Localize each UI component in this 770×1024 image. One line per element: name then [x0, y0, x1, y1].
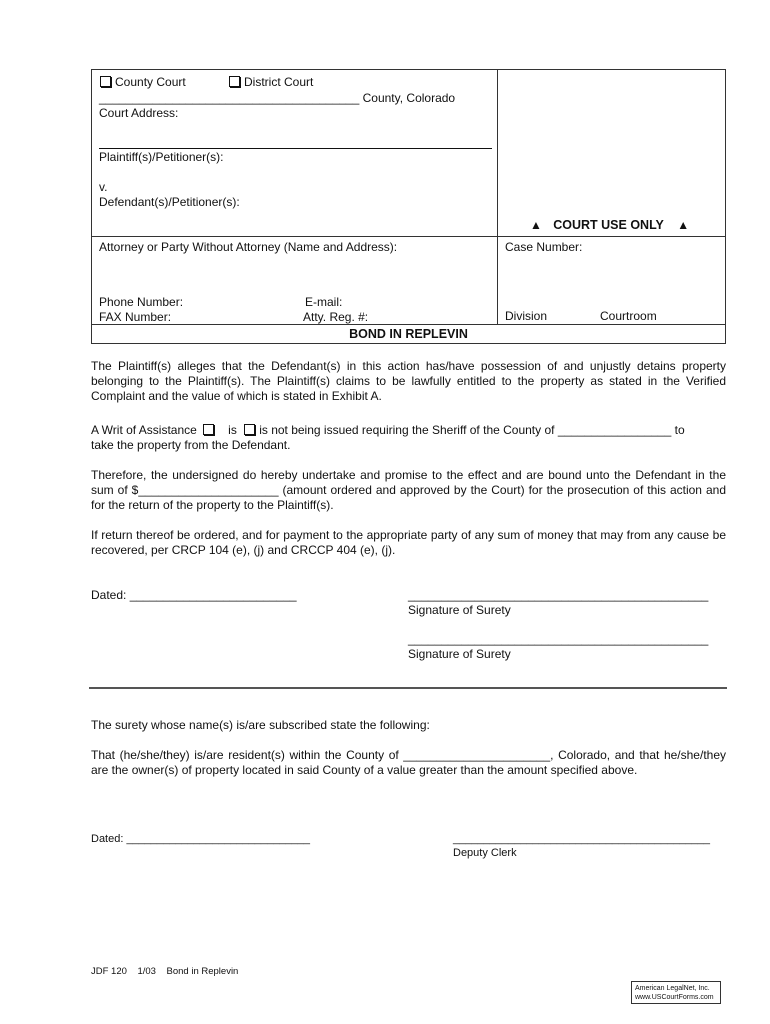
allegation-paragraph: The Plaintiff(s) alleges that the Defendant(s) in this action has/have possession of and unjustly detains property belonging to the Plaintiff(s). The Plaintiff(s) claims to be lawfully entitled to the property as stated in the Verified Complaint and the value of which is stated in Exhibit A. [91, 359, 726, 403]
district-court-option[interactable] [229, 75, 313, 89]
court-address-label: Court Address: [99, 106, 179, 120]
triangle-up-icon: ▲ [677, 218, 690, 232]
deputy-clerk-signature-line[interactable]: __________________________________________ [453, 833, 710, 845]
defendant-label: Defendant(s)/Petitioner(s): [99, 195, 240, 209]
undertaking-paragraph: Therefore, the undersigned do hereby undertake and promise to the effect and are bound unto the Defendant in the sum of $_____________________ (amount ordered and approved by the Court) for the prosecution of this action and for the return of the property to the Plaintiff(s). [91, 468, 726, 512]
division-label: Division [505, 309, 548, 323]
attorney-label: Attorney or Party Without Attorney (Name and Address): [99, 240, 398, 254]
surety-signature-line-1[interactable]: _____________________________________________ [408, 588, 709, 602]
residency-paragraph: That (he/she/they) is/are resident(s) within the County of ______________________, Colorado, and that he/she/they are the owner(s) of property located in said County of a value greater than the amount specified above. [91, 748, 726, 777]
surety-statement: The surety whose name(s) is/are subscribed state the following: [91, 718, 430, 732]
surety-signature-label-2: Signature of Surety [408, 647, 511, 661]
plaintiff-label: Plaintiff(s)/Petitioner(s): [99, 150, 224, 164]
publisher-stamp [631, 981, 721, 1004]
court-use-only-label: COURT USE ONLY [553, 218, 664, 232]
writ-line-2: take the property from the Defendant. [91, 438, 291, 452]
district-court-checkbox[interactable] [229, 76, 240, 87]
surety-signature-line-2[interactable]: _____________________________________________ [408, 632, 709, 646]
writ-is-label: is [228, 423, 237, 437]
form-title: BOND IN REPLEVIN [349, 327, 468, 341]
triangle-up-icon: ▲ [530, 218, 542, 232]
publisher-url: www.USCourtForms.com [635, 994, 714, 1001]
county-colorado-line[interactable]: _______________________________________ County, Colorado [99, 91, 456, 105]
district-court-label: District Court [244, 75, 314, 89]
dated-field-2[interactable]: Dated: ______________________________ [91, 833, 310, 845]
phone-label: Phone Number: [99, 295, 184, 309]
courtroom-label: Courtroom [600, 309, 657, 323]
caption-divider [497, 70, 498, 324]
versus-label: v. [99, 180, 108, 194]
atty-reg-label: Atty. Reg. #: [303, 310, 369, 324]
section-divider [89, 687, 727, 689]
publisher-name: American LegalNet, Inc. [635, 985, 710, 992]
dated-field-1[interactable]: Dated: _________________________ [91, 588, 297, 602]
county-court-checkbox[interactable] [100, 76, 111, 87]
court-use-only-heading [530, 218, 689, 232]
writ-label: A Writ of Assistance [91, 423, 197, 437]
email-label: E-mail: [305, 295, 343, 309]
return-paragraph: If return thereof be ordered, and for payment to the appropriate party of any sum of money that may from any cause be recovered, per CRCP 104 (e), (j) and CRCCP 404 (e), (j). [91, 528, 726, 557]
writ-is-checkbox[interactable] [203, 424, 214, 435]
deputy-clerk-label: Deputy Clerk [453, 847, 517, 859]
form-identifier: JDF 120 1/03 Bond in Replevin [91, 966, 239, 977]
writ-is-not-label: is not being issued requiring the Sheriff of the County of _________________ to [259, 423, 685, 437]
county-court-label: County Court [115, 75, 186, 89]
county-court-option[interactable] [100, 75, 186, 89]
surety-signature-label-1: Signature of Surety [408, 603, 511, 617]
writ-line [91, 423, 726, 437]
plaintiff-line [99, 148, 492, 149]
writ-is-not-checkbox[interactable] [244, 424, 255, 435]
case-number-label: Case Number: [505, 240, 583, 254]
fax-label: FAX Number: [99, 310, 172, 324]
attorney-row-divider [92, 236, 725, 237]
title-row-divider [92, 324, 725, 325]
